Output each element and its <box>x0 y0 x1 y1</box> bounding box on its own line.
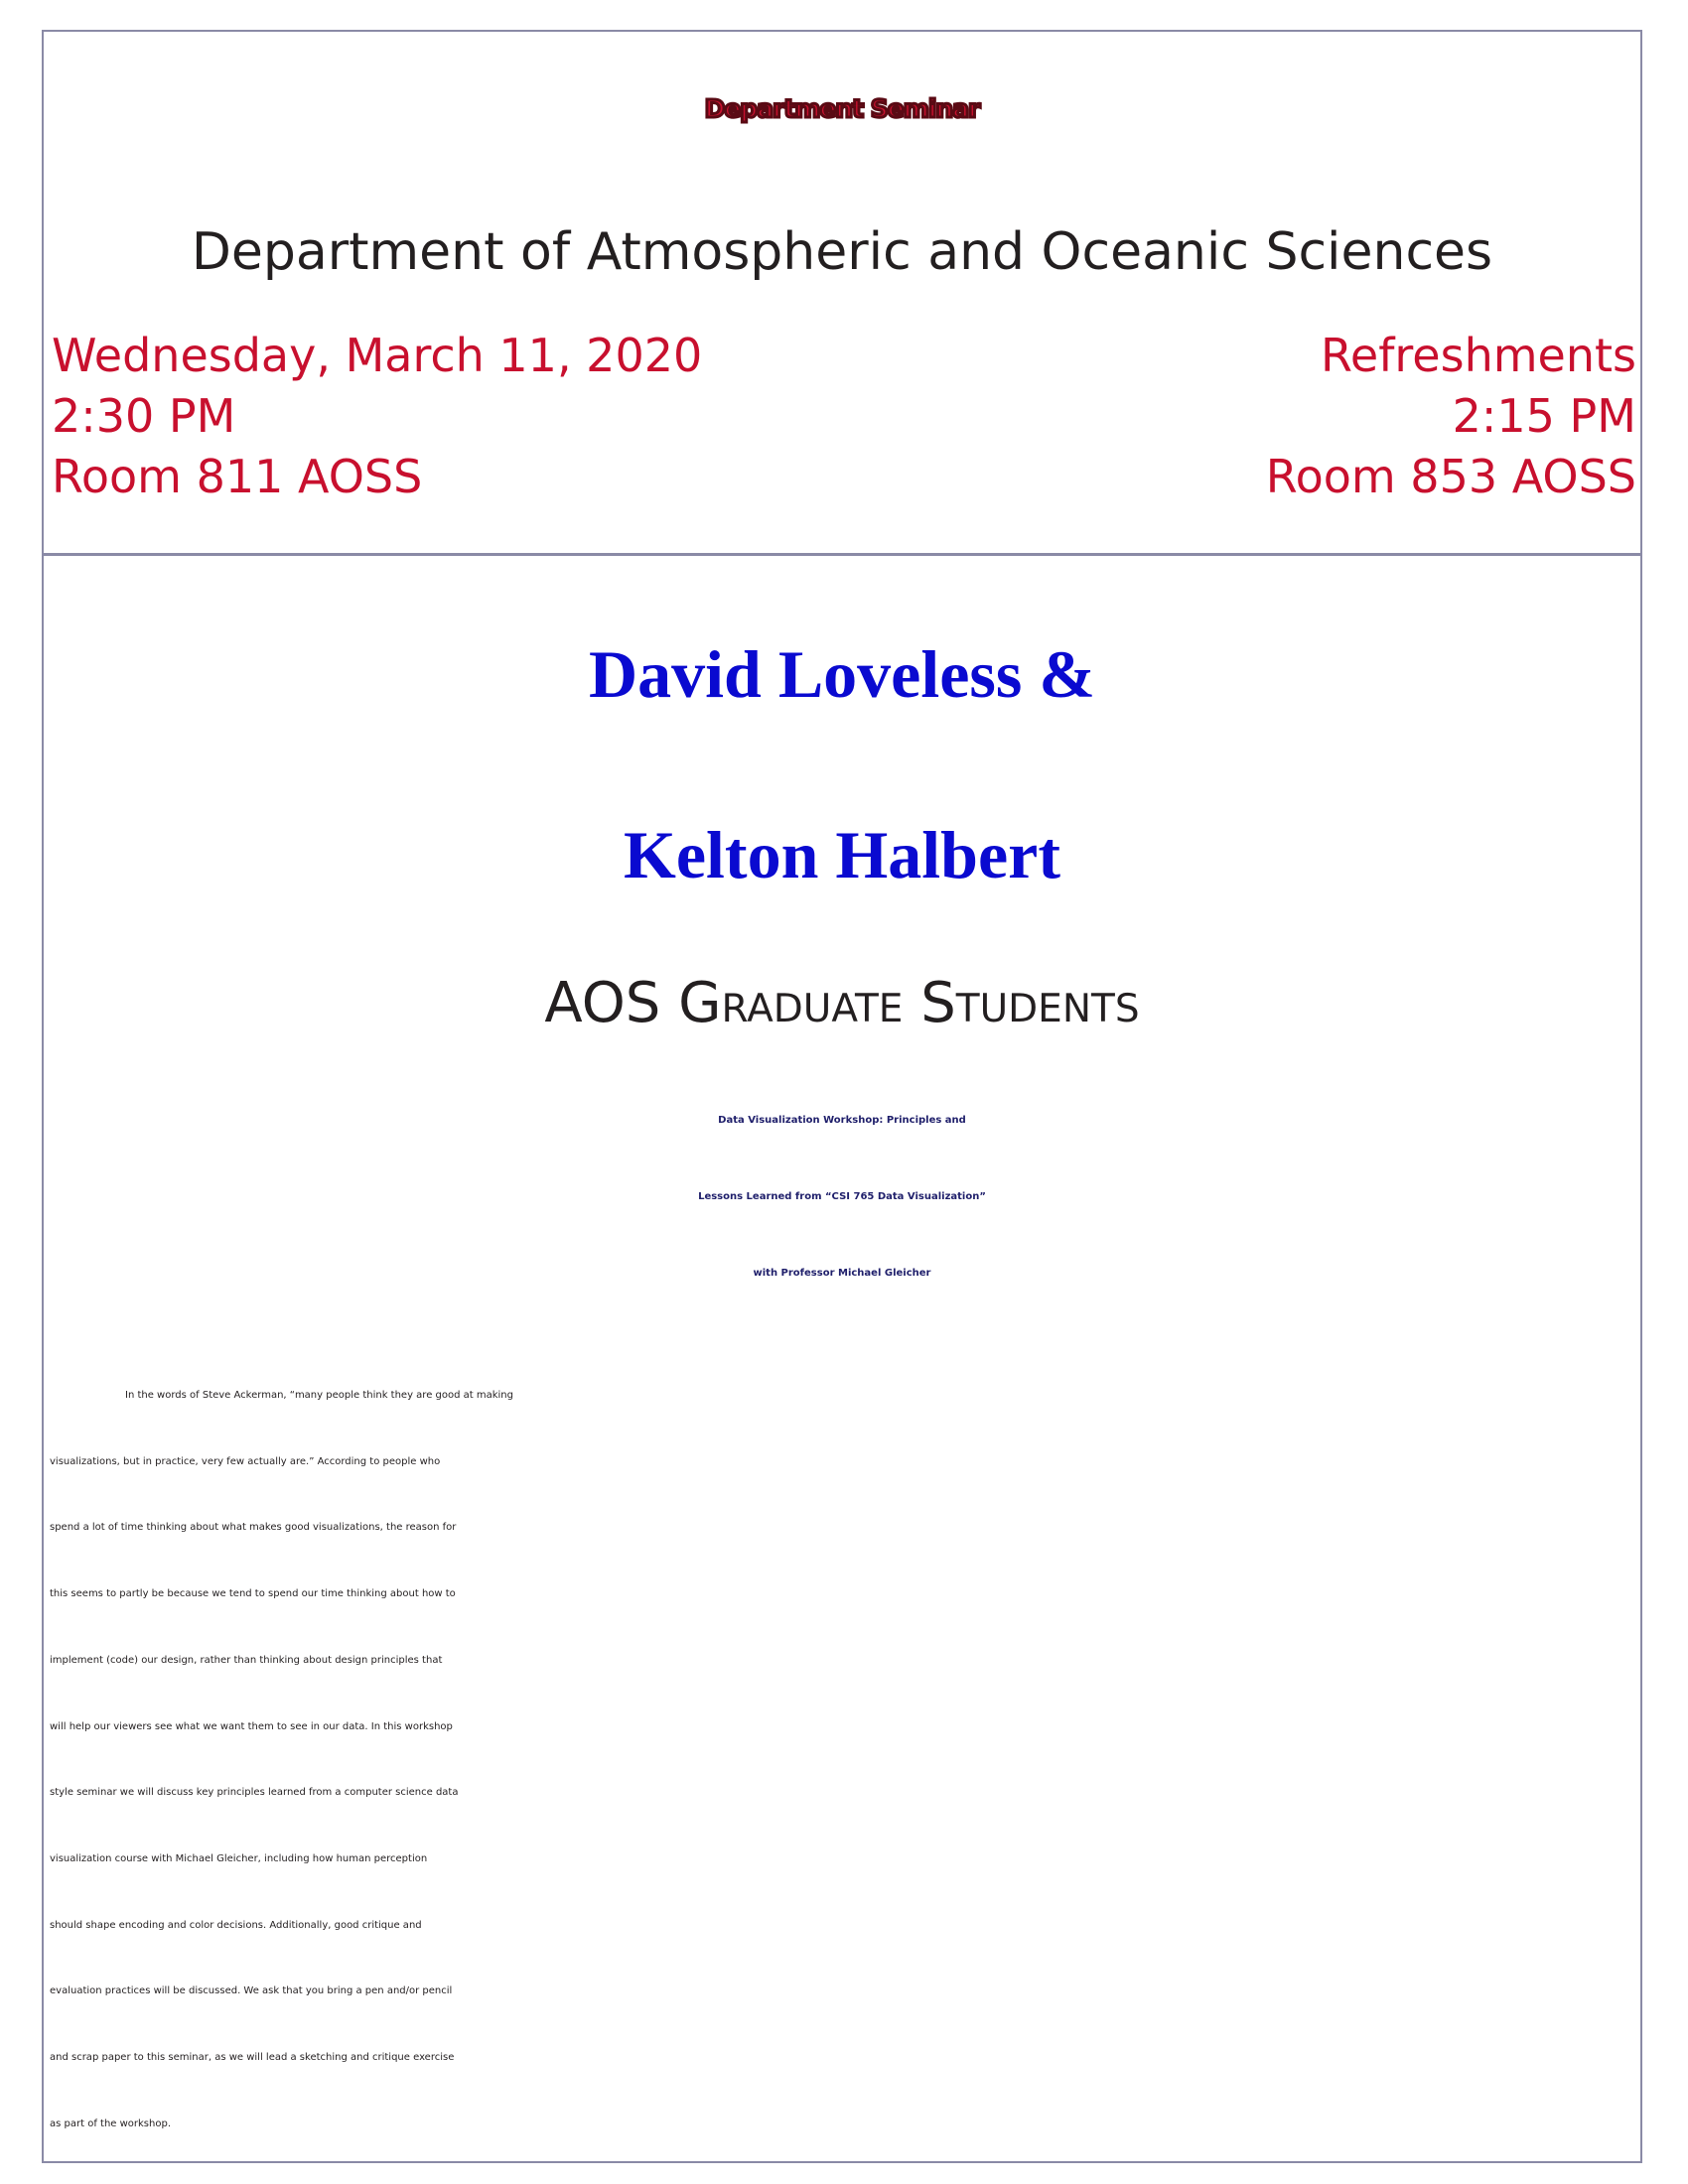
speaker-role: AOS Graduate Students <box>544 971 1140 1035</box>
abstract-line: style seminar we will discuss key principles learned from a computer science data <box>50 1787 459 1799</box>
abstract-line: and scrap paper to this seminar, as we will lead a sketching and critique exercise <box>50 2052 455 2064</box>
seminar-heading: Department Seminar <box>704 94 980 123</box>
speaker-line-1: David Loveless & <box>589 636 1095 712</box>
abstract-line: should shape encoding and color decisions. Additionally, good critique and <box>50 1919 422 1931</box>
abstract-line: In the words of Steve Ackerman, “many people think they are good at making <box>125 1390 513 1401</box>
talk-title-line: Lessons Learned from “CSI 765 Data Visualization” <box>698 1191 986 1202</box>
seminar-details <box>52 326 702 507</box>
refreshments-time: 2:15 PM <box>1452 389 1636 443</box>
abstract-line: evaluation practices will be discussed. We ask that you bring a pen and/or pencil <box>50 1985 453 1997</box>
speaker-names <box>42 584 1642 945</box>
seminar-room: Room 811 AOSS <box>52 450 423 503</box>
abstract-line: implement (code) our design, rather than thinking about design principles that <box>50 1654 443 1666</box>
abstract-line: as part of the workshop. <box>50 2117 172 2129</box>
refreshments-label: Refreshments <box>1321 329 1636 382</box>
seminar-date: Wednesday, March 11, 2020 <box>52 329 703 382</box>
abstract-line: spend a lot of time thinking about what makes good visualizations, the reason for <box>50 1522 457 1534</box>
department-name: Department of Atmospheric and Oceanic Sciences <box>191 222 1493 282</box>
seminar-time: 2:30 PM <box>52 389 236 443</box>
abstract-line: this seems to partly be because we tend to spend our time thinking about how to <box>50 1588 456 1600</box>
talk-title <box>42 1082 1642 1311</box>
speaker-line-2: Kelton Halbert <box>623 817 1061 892</box>
abstract-line: visualization course with Michael Gleicher, including how human perception <box>50 1852 428 1864</box>
talk-title-line: with Professor Michael Gleicher <box>753 1268 931 1279</box>
refreshments-details <box>1266 326 1636 507</box>
abstract-line: will help our viewers see what we want them to see in our data. In this workshop <box>50 1720 453 1732</box>
abstract-line: visualizations, but in practice, very few actually are.” According to people who <box>50 1455 441 1467</box>
abstract-paragraph <box>50 1363 1638 2157</box>
talk-title-line: Data Visualization Workshop: Principles and <box>718 1115 966 1126</box>
refreshments-room: Room 853 AOSS <box>1265 450 1636 503</box>
